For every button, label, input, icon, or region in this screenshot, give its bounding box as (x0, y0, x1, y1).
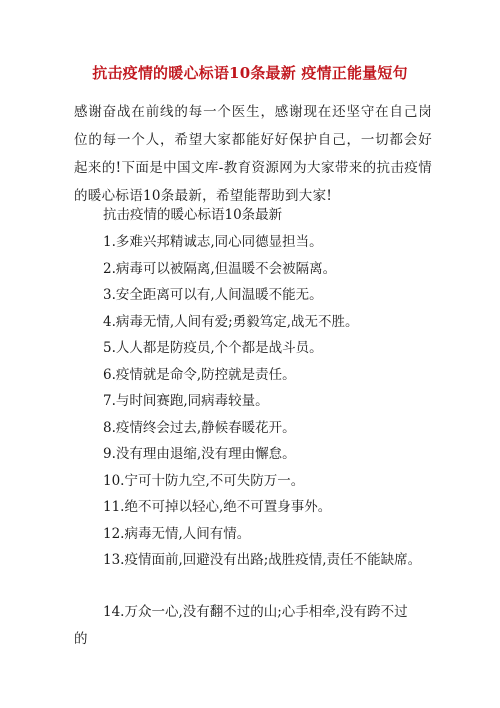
slogan-item: 2.病毒可以被隔离,但温暖不会被隔离。 (103, 260, 337, 277)
slogan-item: 4.病毒无情,人间有爱;勇毅笃定,战无不胜。 (103, 313, 359, 330)
intro-paragraph: 感谢奋战在前线的每一个医生，感谢现在还坚守在自己岗位的每一个人，希望大家都能好好保护自己，一切都会好起来的!下面是中国文库-教育资源网为大家带来的抗击疫情的暖心标语10条最新，希望能帮助到大家! (74, 104, 432, 204)
slogan-item-14-line1: 14.万众一心,没有翻不过的山;心手相牵,没有跨不过 (103, 604, 408, 620)
slogan-item-14 (74, 599, 430, 653)
slogan-item: 1.多难兴邦精诚志,同心同德显担当。 (103, 234, 323, 250)
slogan-item: 13.疫情面前,回避没有出路;战胜疫情,责任不能缺席。 (103, 552, 422, 568)
slogan-item: 9.没有理由退缩,没有理由懈怠。 (103, 446, 296, 462)
slogan-item: 11.绝不可掉以轻心,绝不可置身事外。 (103, 499, 332, 515)
slogan-item: 8.疫情终会过去,静候春暖花开。 (103, 419, 296, 436)
slogan-item: 6.疫情就是命令,防控就是责任。 (103, 366, 296, 383)
document-title: 抗击疫情的暖心标语10条最新 疫情正能量短句 (92, 64, 408, 82)
list-heading: 抗击疫情的暖心标语10条最新 (103, 207, 283, 223)
slogan-item-14-line2: 的 (74, 631, 88, 647)
slogan-item: 10.宁可十防九空,不可失防万一。 (103, 472, 305, 489)
slogan-item: 7.与时间赛跑,同病毒较量。 (103, 393, 269, 409)
slogan-item: 12.病毒无情,人间有情。 (103, 525, 251, 542)
slogan-item: 5.人人都是防疫员,个个都是战斗员。 (103, 340, 323, 356)
slogan-list (103, 229, 443, 574)
slogan-item: 3.安全距离可以有,人间温暖不能无。 (103, 287, 323, 303)
